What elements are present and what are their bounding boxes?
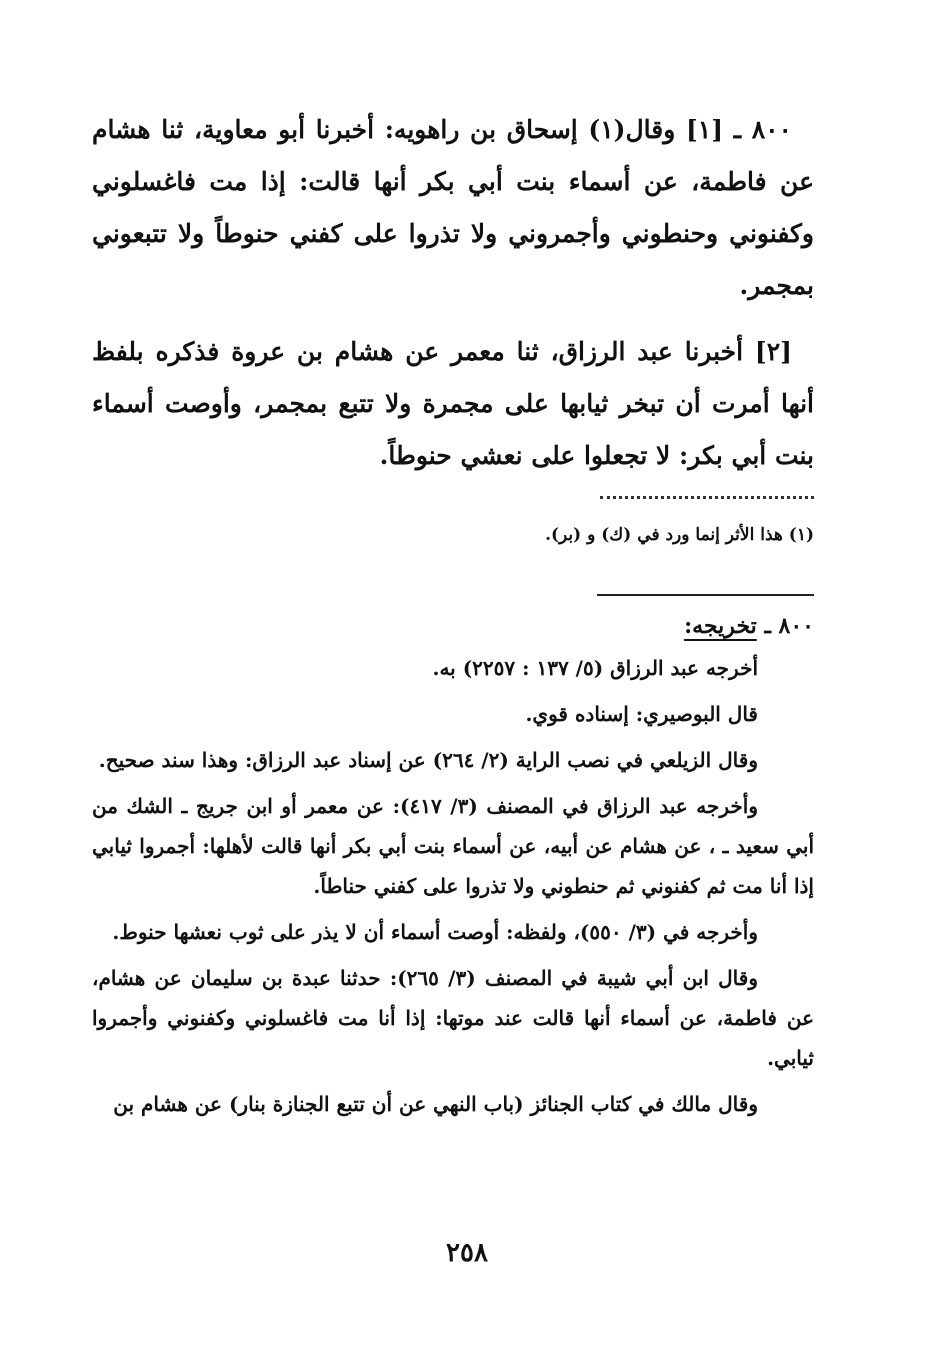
takhrij-paragraph: وقال الزيلعي في نصب الراية (٢/ ٢٦٤) عن إسناد عبد الرزاق: وهذا سند صحيح. [98, 748, 758, 772]
page-number: ٢٥٨ [446, 1238, 488, 1268]
takhrij-label: تخريجه: [684, 613, 757, 639]
main-paragraph-2 [92, 326, 814, 482]
takhrij-paragraph: وقال مالك في كتاب الجنائز (باب النهي عن أن تتبع الجنازة بنار) عن هشام بن [113, 1092, 758, 1116]
main-paragraph-1 [92, 104, 814, 312]
main-text [92, 104, 814, 482]
takhrij-section [92, 606, 814, 1130]
footnote: (١) هذا الأثر إنما ورد في (ك) و (بر). [545, 525, 814, 545]
takhrij-paragraph: وقال ابن أبي شيبة في المصنف (٣/ ٢٦٥): حدثنا عبدة بن سليمان عن هشام، عن فاطمة، عن أسماء أنها قالت عند موتها: إذا أنا مت فاغسلوني وكفنوني وأجمروا ثيابي. [92, 966, 814, 1070]
takhrij-paragraph: أخرجه عبد الرزاق (٥/ ١٣٧ : ٢٢٥٧) به. [432, 656, 758, 680]
main-paragraph-1-text: ٨٠٠ ـ [١] وقال(١) إسحاق بن راهويه: أخبرنا أبو معاوية، ثنا هشام عن فاطمة، عن أسماء بنت أبي بكر أنها قالت: إذا مت فاغسلوني وكفنوني وحنطوني وأجمروني ولا تذروا على كفني حنوطاً ولا تتبعوني بمجمر. [92, 115, 814, 300]
footnote-separator [600, 486, 814, 499]
takhrij-heading [92, 606, 814, 646]
takhrij-paragraph: وأخرجه عبد الرزاق في المصنف (٣/ ٤١٧): عن معمر أو ابن جريج ـ الشك من أبي سعيد ـ ، عن هشام عن أبيه، عن أسماء بنت أبي بكر أنها قالت لأهلها: أجمروا ثيابي إذا أنا مت ثم كفنوني ثم حنطوني ولا تذروا على كفني حناطاً. [92, 794, 814, 898]
takhrij-paragraph: وأخرجه في (٣/ ٥٥٠)، ولفظه: أوصت أسماء أن لا يذر على ثوب نعشها حنوط. [112, 920, 758, 944]
takhrij-number: ٨٠٠ ـ [764, 613, 814, 639]
takhrij-paragraph: قال البوصيري: إسناده قوي. [525, 702, 758, 726]
main-paragraph-2-text: [٢] أخبرنا عبد الرزاق، ثنا معمر عن هشام بن عروة فذكره بلفظ أنها أمرت أن تبخر ثيابها على مجمرة ولا تتبع بمجمر، وأوصت أسماء بنت أبي بكر: لا تجعلوا على نعشي حنوطاً. [92, 337, 814, 470]
section-rule [597, 594, 814, 596]
